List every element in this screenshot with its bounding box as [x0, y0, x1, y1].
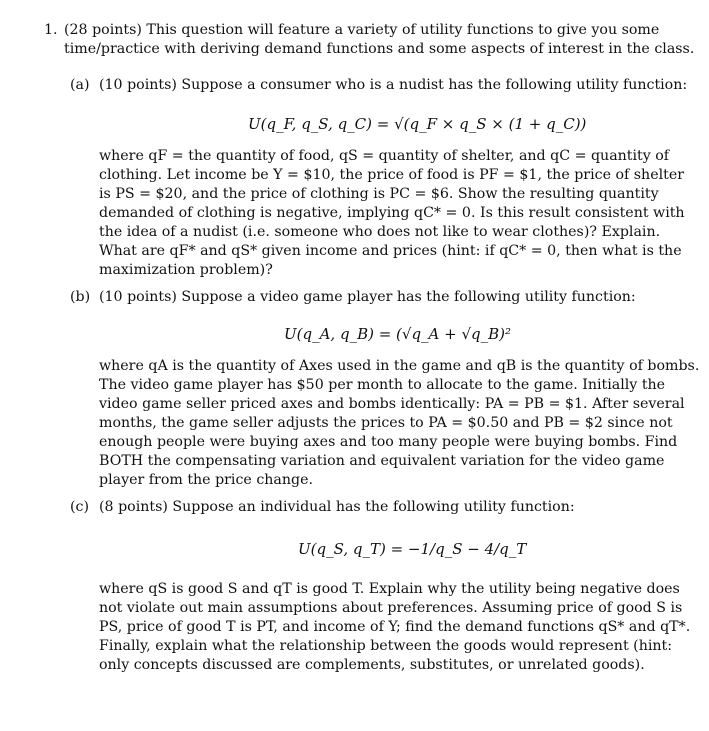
part-c-equation: U(q_S, q_T) = −1/q_S − 4/q_T [298, 540, 527, 558]
question-number: 1. [44, 22, 58, 38]
part-b-line-1: where qA is the quantity of Axes used in the game and qB is the quantity of bombs. [99, 358, 700, 374]
part-a-line-1: where qF = the quantity of food, qS = quantity of shelter, and qC = quantity of [99, 148, 670, 164]
part-a-line-5: the idea of a nudist (i.e. someone who does not like to wear clothes)? Explain. [99, 224, 661, 240]
part-b-label: (b) [70, 289, 91, 305]
part-a-label: (a) [70, 77, 90, 93]
question-intro-line-1: (28 points) This question will feature a variety of utility functions to give you some [64, 22, 660, 38]
part-a-equation: U(q_F, q_S, q_C) = √(q_F × q_S × (1 + q_C)) [248, 115, 587, 133]
part-a-heading: (10 points) Suppose a consumer who is a nudist has the following utility function: [99, 77, 688, 93]
part-c-line-1: where qS is good S and qT is good T. Explain why the utility being negative does [99, 581, 680, 597]
part-a-line-4: demanded of clothing is negative, implying qC* = 0. Is this result consistent with [99, 205, 685, 221]
part-c-label: (c) [70, 499, 90, 515]
part-b-equation: U(q_A, q_B) = (√q_A + √q_B)² [284, 325, 512, 343]
part-a-line-6: What are qF* and qS* given income and prices (hint: if qC* = 0, then what is the [99, 243, 682, 259]
part-b-line-6: BOTH the compensating variation and equivalent variation for the video game [99, 453, 665, 469]
part-c-line-5: only concepts discussed are complements, substitutes, or unrelated goods). [99, 657, 645, 673]
part-a-line-3: is PS = $20, and the price of clothing is PC = $6. Show the resulting quantity [99, 186, 659, 202]
part-c-heading: (8 points) Suppose an individual has the following utility function: [99, 499, 575, 515]
part-b-line-4: months, the game seller adjusts the prices to PA = $0.50 and PB = $2 since not [99, 415, 673, 431]
part-b-heading: (10 points) Suppose a video game player has the following utility function: [99, 289, 636, 305]
part-b-line-5: enough people were buying axes and too many people were buying bombs. Find [99, 434, 678, 450]
question-intro-line-2: time/practice with deriving demand functions and some aspects of interest in the class. [64, 41, 695, 57]
part-c-line-2: not violate out main assumptions about preferences. Assuming price of good S is [99, 600, 683, 616]
part-b-line-2: The video game player has $50 per month to allocate to the game. Initially the [99, 377, 666, 393]
part-c-line-3: PS, price of good T is PT, and income of Y; find the demand functions qS* and qT*. [99, 619, 691, 635]
part-c-line-4: Finally, explain what the relationship between the goods would represent (hint: [99, 638, 672, 654]
part-b-line-7: player from the price change. [99, 472, 313, 488]
part-a-line-7: maximization problem)? [99, 262, 273, 278]
part-b-line-3: video game seller priced axes and bombs identically: PA = PB = $1. After several [99, 396, 685, 412]
part-a-line-2: clothing. Let income be Y = $10, the price of food is PF = $1, the price of shelter [99, 167, 685, 183]
